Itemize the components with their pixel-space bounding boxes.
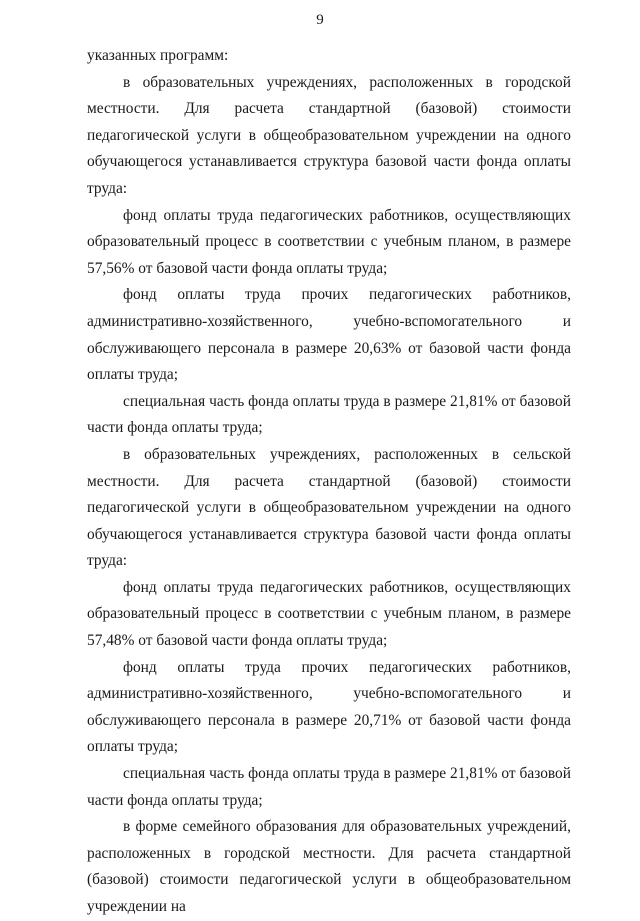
page-number: 9 <box>316 12 324 28</box>
paragraph-rural-other-staff: фонд оплаты труда прочих педагогических работников, административно-хозяйственного, учебно-вспомогательного и обслуживающего персонала в размере 20,71% от базовой части фонда оплаты труда; <box>87 658 571 756</box>
paragraph-rural-special-part: специальная часть фонда оплаты труда в размере 21,81% от базовой части фонда оплаты труда; <box>87 765 571 809</box>
paragraph-urban-teaching-staff: фонд оплаты труда педагогических работников, осуществляющих образовательный процесс в соответствии с учебным планом, в размере 57,56% от базовой части фонда оплаты труда; <box>87 206 571 277</box>
document-body <box>87 43 571 921</box>
paragraph-urban-special-part: специальная часть фонда оплаты труда в размере 21,81% от базовой части фонда оплаты труда; <box>87 392 571 437</box>
paragraph-urban-other-staff: фонд оплаты труда прочих педагогических работников, административно-хозяйственного, учебно-вспомогательного и обслуживающего персонала в размере 20,63% от базовой части фонда оплаты труда; <box>87 286 571 384</box>
paragraph-urban-schools: в образовательных учреждениях, расположенных в городской местности. Для расчета стандартной (базовой) стоимости педагогической услуги в общеобразовательном учреждении на одного обучающегося устанавливается структура базовой части фонда оплаты труда: <box>87 73 571 197</box>
paragraph-family-education: в форме семейного образования для образовательных учреждений, расположенных в городской местности. Для расчета стандартной (базовой) стоимости педагогической услуги в общеобразовательном учреждении на <box>87 818 571 915</box>
paragraph-intro: указанных программ: <box>87 47 229 64</box>
paragraph-rural-teaching-staff: фонд оплаты труда педагогических работников, осуществляющих образовательный процесс в соответствии с учебным планом, в размере 57,48% от базовой части фонда оплаты труда; <box>87 578 571 650</box>
paragraph-rural-schools: в образовательных учреждениях, расположенных в сельской местности. Для расчета стандартной (базовой) стоимости педагогической услуги в общеобразовательном учреждении на одного обучающегося устанавливается структура базовой части фонда оплаты труда: <box>87 445 571 570</box>
